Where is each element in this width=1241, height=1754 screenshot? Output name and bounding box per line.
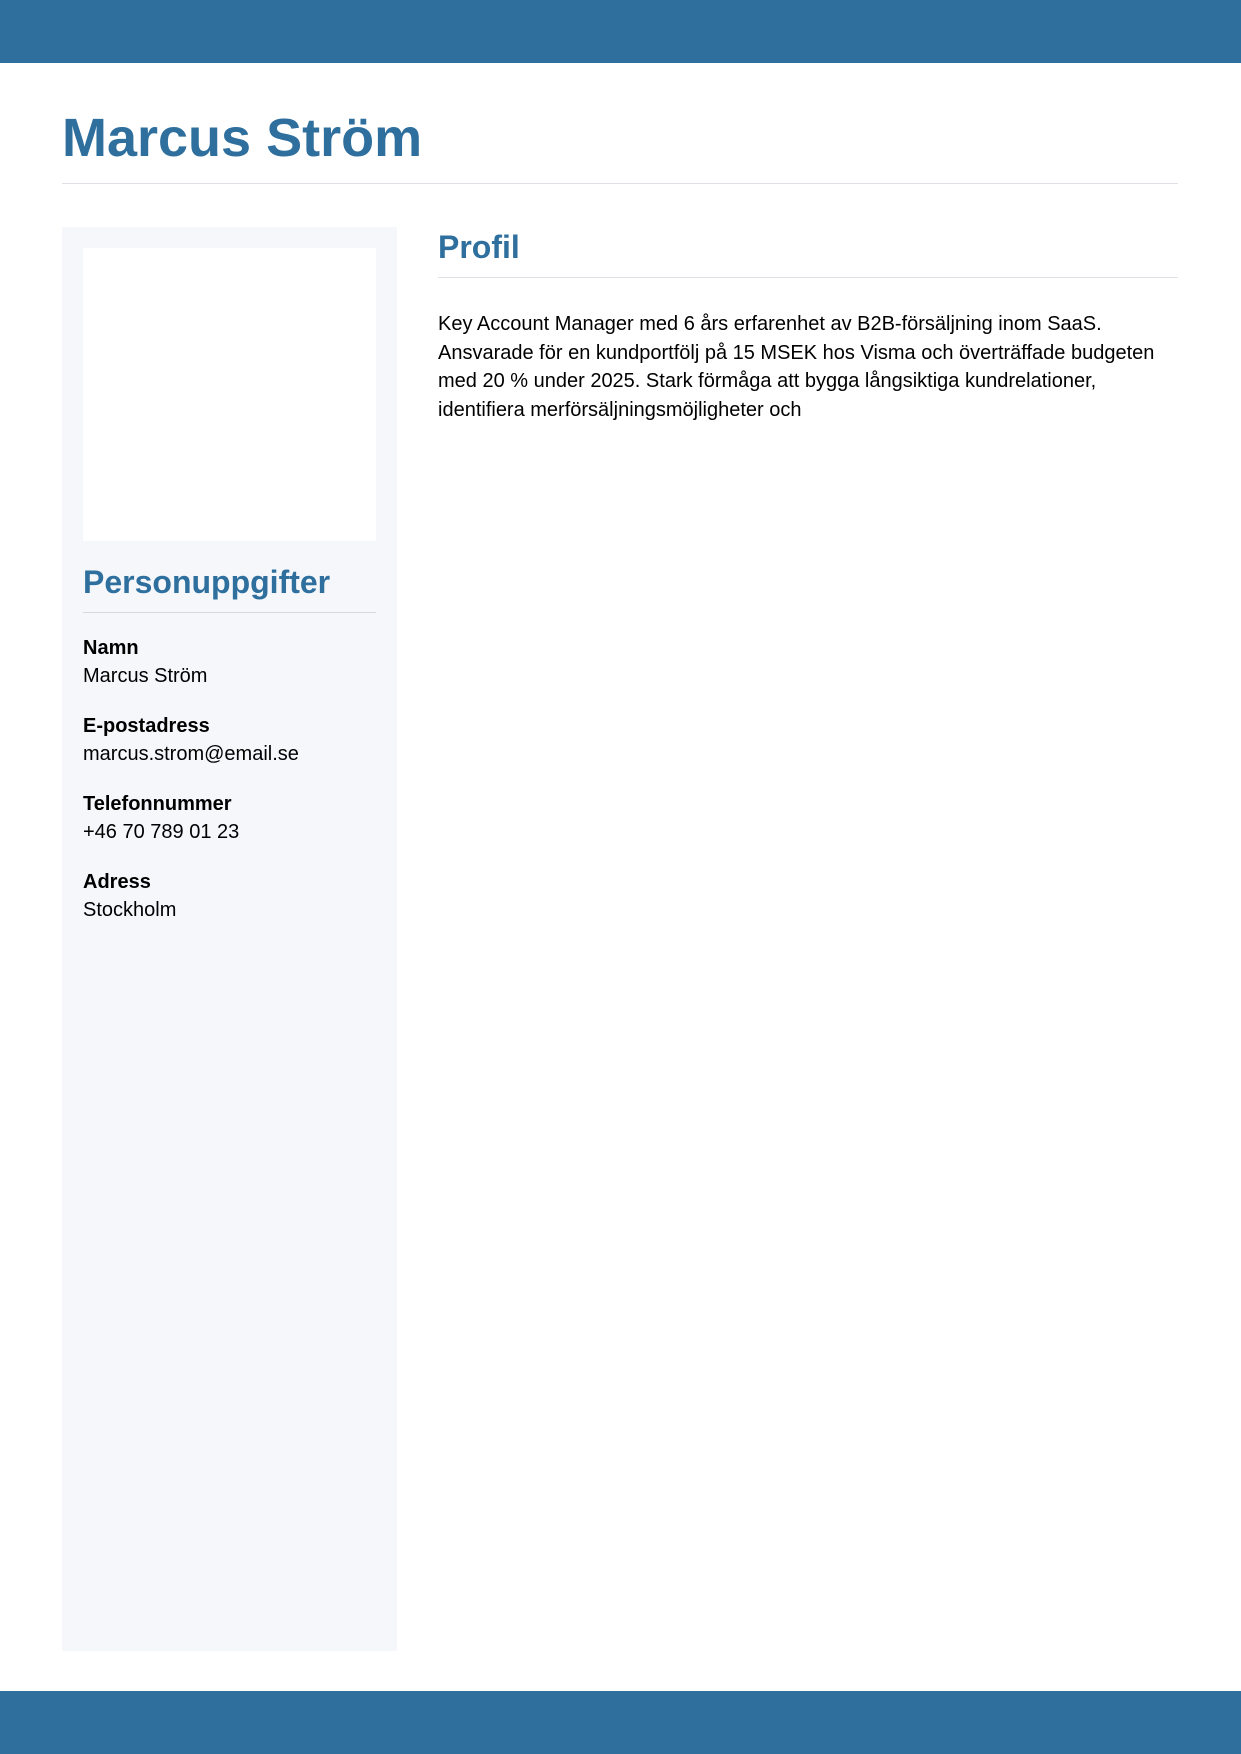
- title-divider: [62, 183, 1178, 184]
- personal-info-heading: Personuppgifter: [83, 564, 331, 600]
- sidebar: [62, 227, 397, 1651]
- field-label: Adress: [83, 871, 151, 893]
- field-value: marcus.strom@email.se: [83, 743, 299, 765]
- field-label: Telefonnummer: [83, 793, 232, 815]
- sidebar-divider: [83, 612, 376, 613]
- page-title: Marcus Ström: [62, 108, 423, 168]
- field-value: Marcus Ström: [83, 665, 208, 687]
- profile-photo-placeholder: [83, 248, 376, 541]
- field-value: +46 70 789 01 23: [83, 821, 240, 843]
- profile-summary: Key Account Manager med 6 års erfarenhet av B2B-försäljning inom SaaS. Ansvarade för en kundportfölj på 15 MSEK hos Visma och överträffade budgeten med 20 % under 2025. Stark förmåga att bygga långsiktiga kundrelationer, identifiera merförsäljningsmöjligheter och: [438, 313, 1155, 421]
- field-phone: [83, 790, 376, 846]
- profile-heading: Profil: [438, 229, 520, 265]
- field-value: Stockholm: [83, 899, 177, 921]
- field-email: [83, 712, 376, 768]
- field-name: [83, 634, 376, 690]
- bottom-banner: [0, 1691, 1241, 1754]
- profile-divider: [438, 277, 1178, 278]
- field-address: [83, 868, 376, 924]
- field-label: Namn: [83, 637, 139, 659]
- field-label: E-postadress: [83, 715, 210, 737]
- top-banner: [0, 0, 1241, 63]
